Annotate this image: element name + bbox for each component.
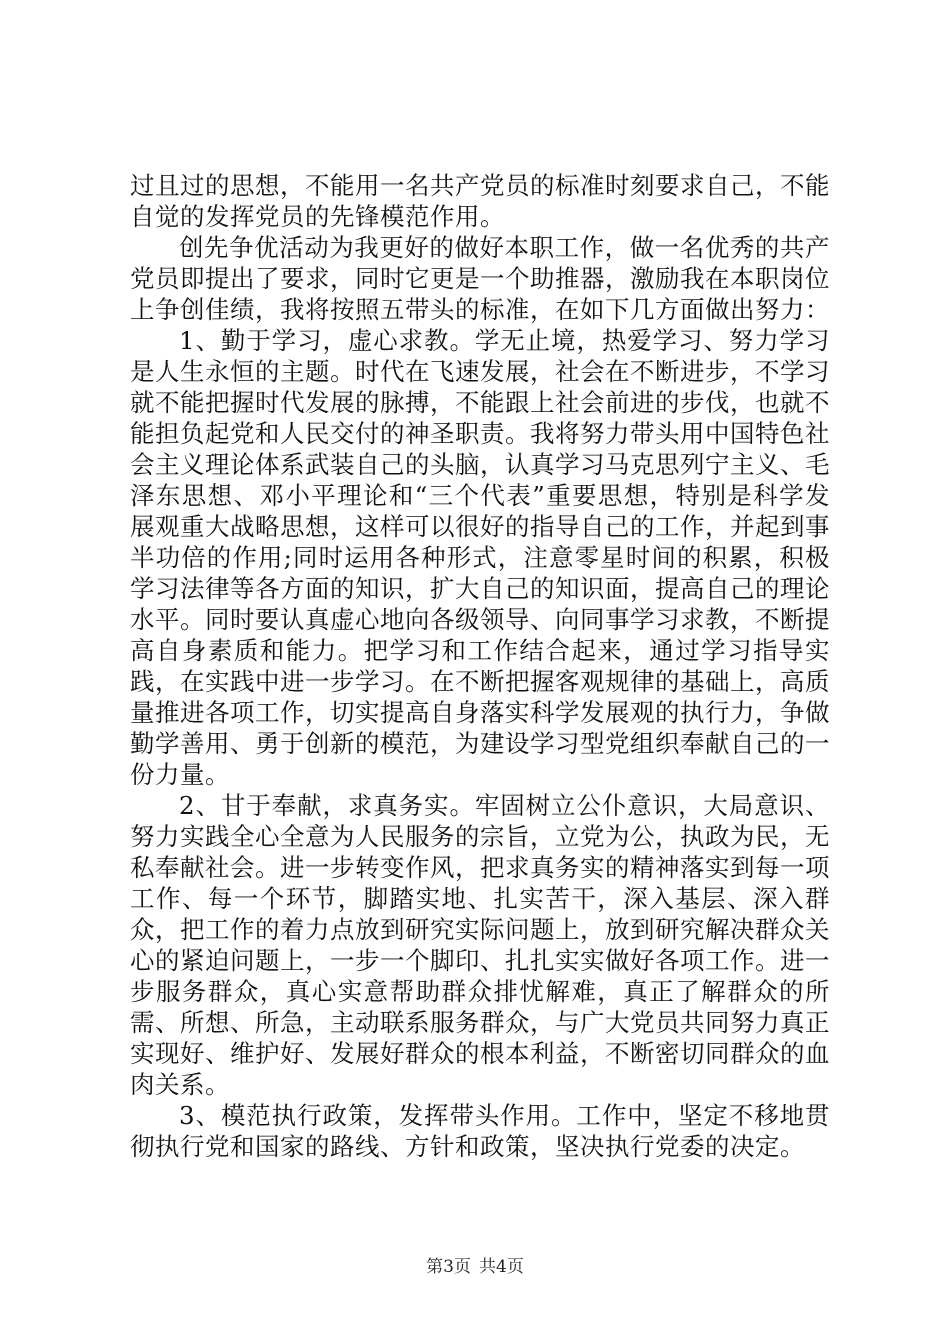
paragraph-continued: 过且过的思想，不能用一名共产党员的标准时刻要求自己，不能自觉的发挥党员的先锋模范作用。 <box>130 171 830 231</box>
paragraph-intro: 创先争优活动为我更好的做好本职工作，做一名优秀的共产党员即提出了要求，同时它更是一个助推器，激励我在本职岗位上争创佳绩，我将按照五带头的标准，在如下几方面做出努力： <box>130 233 830 324</box>
paragraph-point-3: 3、模范执行政策，发挥带头作用。工作中，坚定不移地贯彻执行党和国家的路线、方针和政策，坚决执行党委的决定。 <box>130 1101 830 1161</box>
page-footer <box>0 1252 950 1277</box>
page-number: 第3页 <box>426 1257 471 1277</box>
document-body <box>130 170 830 1162</box>
page-total: 共4页 <box>479 1257 524 1277</box>
paragraph-point-1: 1、勤于学习，虚心求教。学无止境，热爱学习、努力学习是人生永恒的主题。时代在飞速发展，社会在不断进步，不学习就不能把握时代发展的脉搏，不能跟上社会前进的步伐，也就不能担负起党和人民交付的神圣职责。我将努力带头用中国特色社会主义理论体系武装自己的头脑，认真学习马克思列宁主义、毛泽东思想、邓小平理论和“三个代表”重要思想，特别是科学发展观重大战略思想，这样可以很好的指导自己的工作，并起到事半功倍的作用;同时运用各种形式，注意零星时间的积累，积极学习法律等各方面的知识，扩大自己的知识面，提高自己的理论水平。同时要认真虚心地向各级领导、向同事学习求教，不断提高自身素质和能力。把学习和工作结合起来，通过学习指导实践，在实践中进一步学习。在不断把握客观规律的基础上，高质量推进各项工作，切实提高自身落实科学发展观的执行力，争做勤学善用、勇于创新的模范，为建设学习型党组织奉献自己的一份力量。 <box>130 326 830 789</box>
paragraph-point-2: 2、甘于奉献，求真务实。牢固树立公仆意识，大局意识、努力实践全心全意为人民服务的宗旨，立党为公，执政为民，无私奉献社会。进一步转变作风，把求真务实的精神落实到每一项工作、每一个环节，脚踏实地、扎实苦干，深入基层、深入群众，把工作的着力点放到研究实际问题上，放到研究解决群众关心的紧迫问题上，一步一个脚印、扎扎实实做好各项工作。进一步服务群众，真心实意帮助群众排忧解难，真正了解群众的所需、所想、所急，主动联系服务群众，与广大党员共同努力真正实现好、维护好、发展好群众的根本利益，不断密切同群众的血肉关系。 <box>130 791 830 1099</box>
